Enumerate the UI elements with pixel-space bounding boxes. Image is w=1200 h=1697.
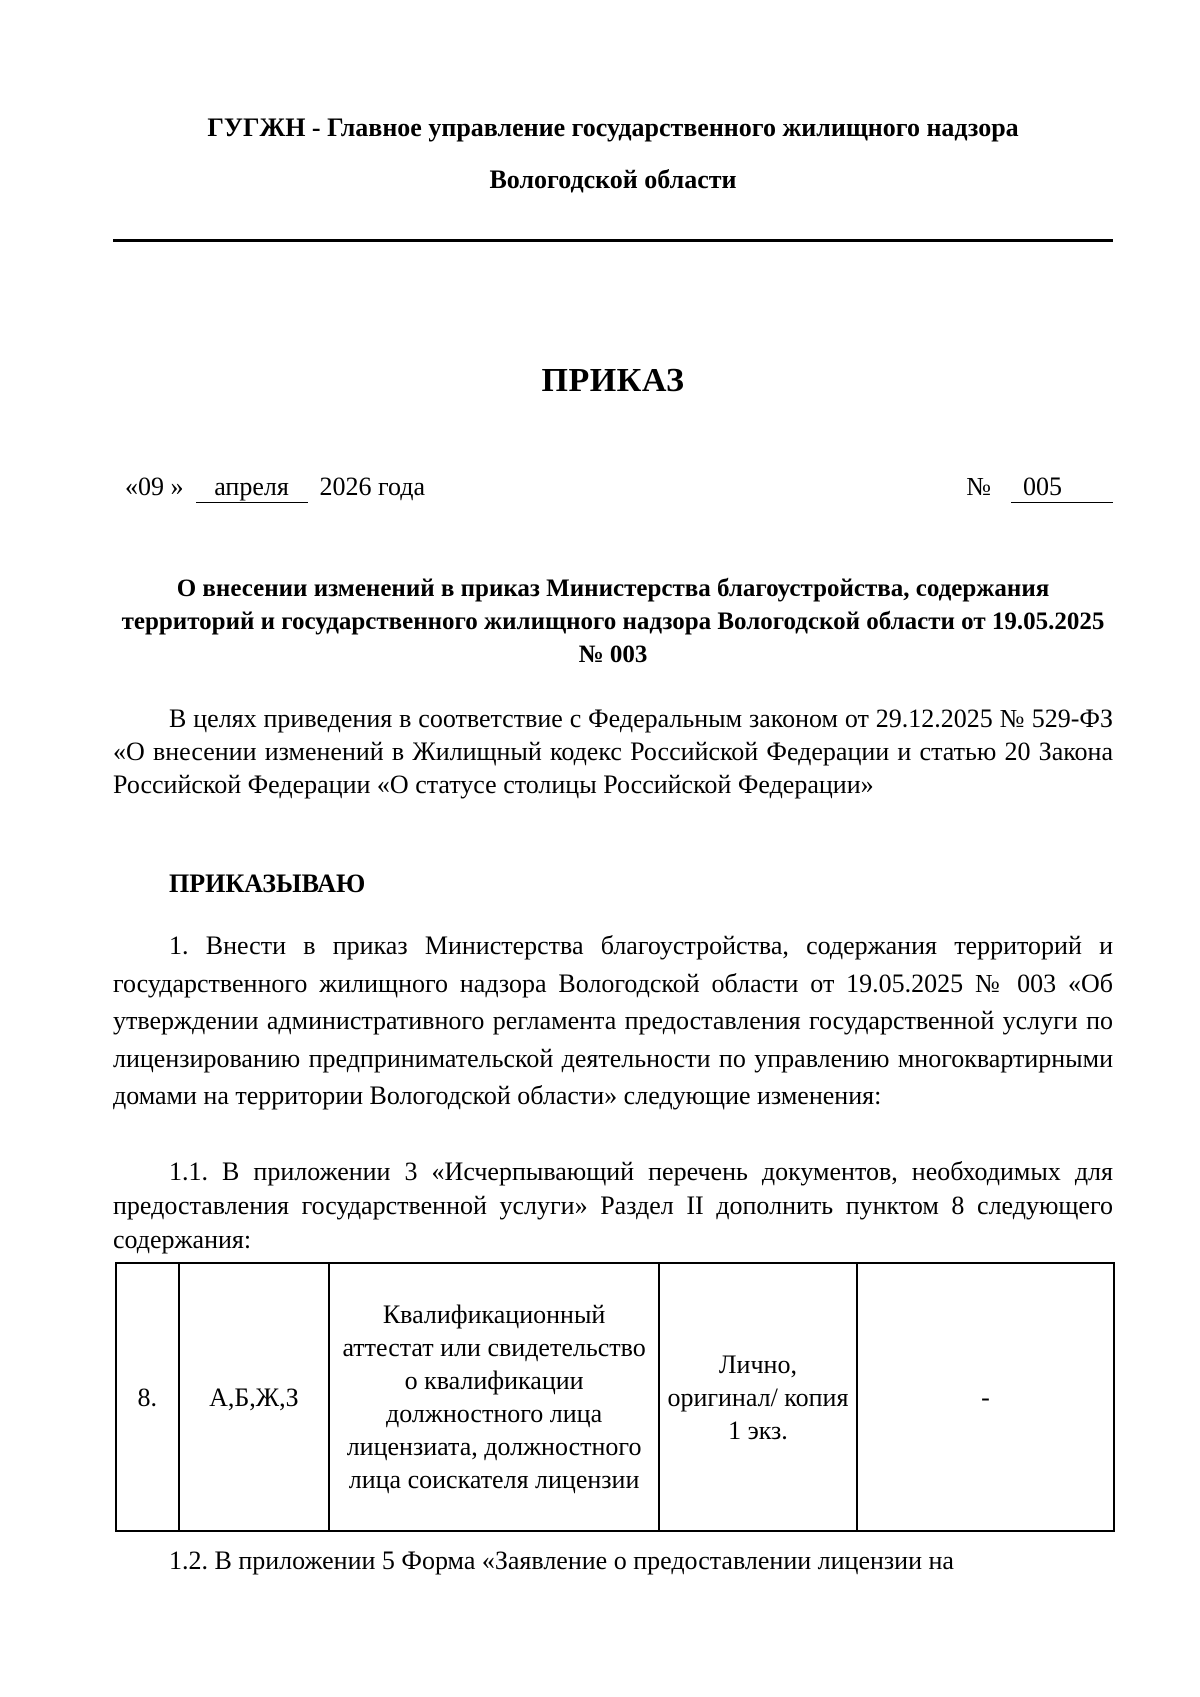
organization-name: ГУГЖН - Главное управление государственного жилищного надзора <box>207 113 1019 142</box>
number-value: 005 <box>1011 472 1113 503</box>
document-title: О внесении изменений в приказ Министерства благоустройства, содержания территорий и государственного жилищного надзора Вологодской области от 19.05.2025 № 003 <box>121 575 1105 668</box>
header-divider <box>113 239 1113 242</box>
date-number-row <box>113 470 1113 506</box>
table-cell-document: Квалификационный аттестат или свидетельство о квалификации должностного лица лицензиата, должностного лица соискателя лицензии <box>329 1263 659 1531</box>
number-sign: № <box>966 472 991 501</box>
document-type-heading: ПРИКАЗ <box>541 362 685 399</box>
item-1-2-paragraph: 1.2. В приложении 5 Форма «Заявление о предоставлении лицензии на <box>169 1546 954 1575</box>
item-1-1-paragraph: 1.1. В приложении 3 «Исчерпывающий перечень документов, необходимых для предоставления государственной услуги» Раздел II дополнить пунктом 8 следующего содержания: <box>113 1157 1113 1254</box>
preamble-paragraph: В целях приведения в соответствие с Федеральным законом от 29.12.2025 № 529-ФЗ «О внесении изменений в Жилищный кодекс Российской Федерации и статью 20 Закона Российской Федерации «О статусе столицы Российской Федерации» <box>113 704 1113 799</box>
table-cell-categories: А,Б,Ж,З <box>179 1263 330 1531</box>
table-row <box>116 1263 1114 1531</box>
date-year: 2026 года <box>319 472 426 501</box>
order-word: ПРИКАЗЫВАЮ <box>169 869 366 898</box>
table-cell-number: 8. <box>116 1263 179 1531</box>
item-1-paragraph: 1. Внести в приказ Министерства благоустройства, содержания территорий и государственного жилищного надзора Вологодской области от 19.05.2025 № 003 «Об утверждении административного регламента предоставления государственной услуги по лицензированию предпринимательской деятельности по управлению многоквартирными домами на территории Вологодской области» следующие изменения: <box>113 931 1113 1110</box>
table-cell-note: - <box>857 1263 1114 1531</box>
document-date <box>125 470 425 504</box>
date-month: апреля <box>196 472 308 503</box>
documents-table <box>115 1262 1115 1532</box>
table-cell-submission: Лично, оригинал/ копия 1 экз. <box>659 1263 857 1531</box>
date-day: «09 » <box>125 472 184 501</box>
organization-region: Вологодской области <box>489 165 737 194</box>
document-number <box>966 470 1113 504</box>
